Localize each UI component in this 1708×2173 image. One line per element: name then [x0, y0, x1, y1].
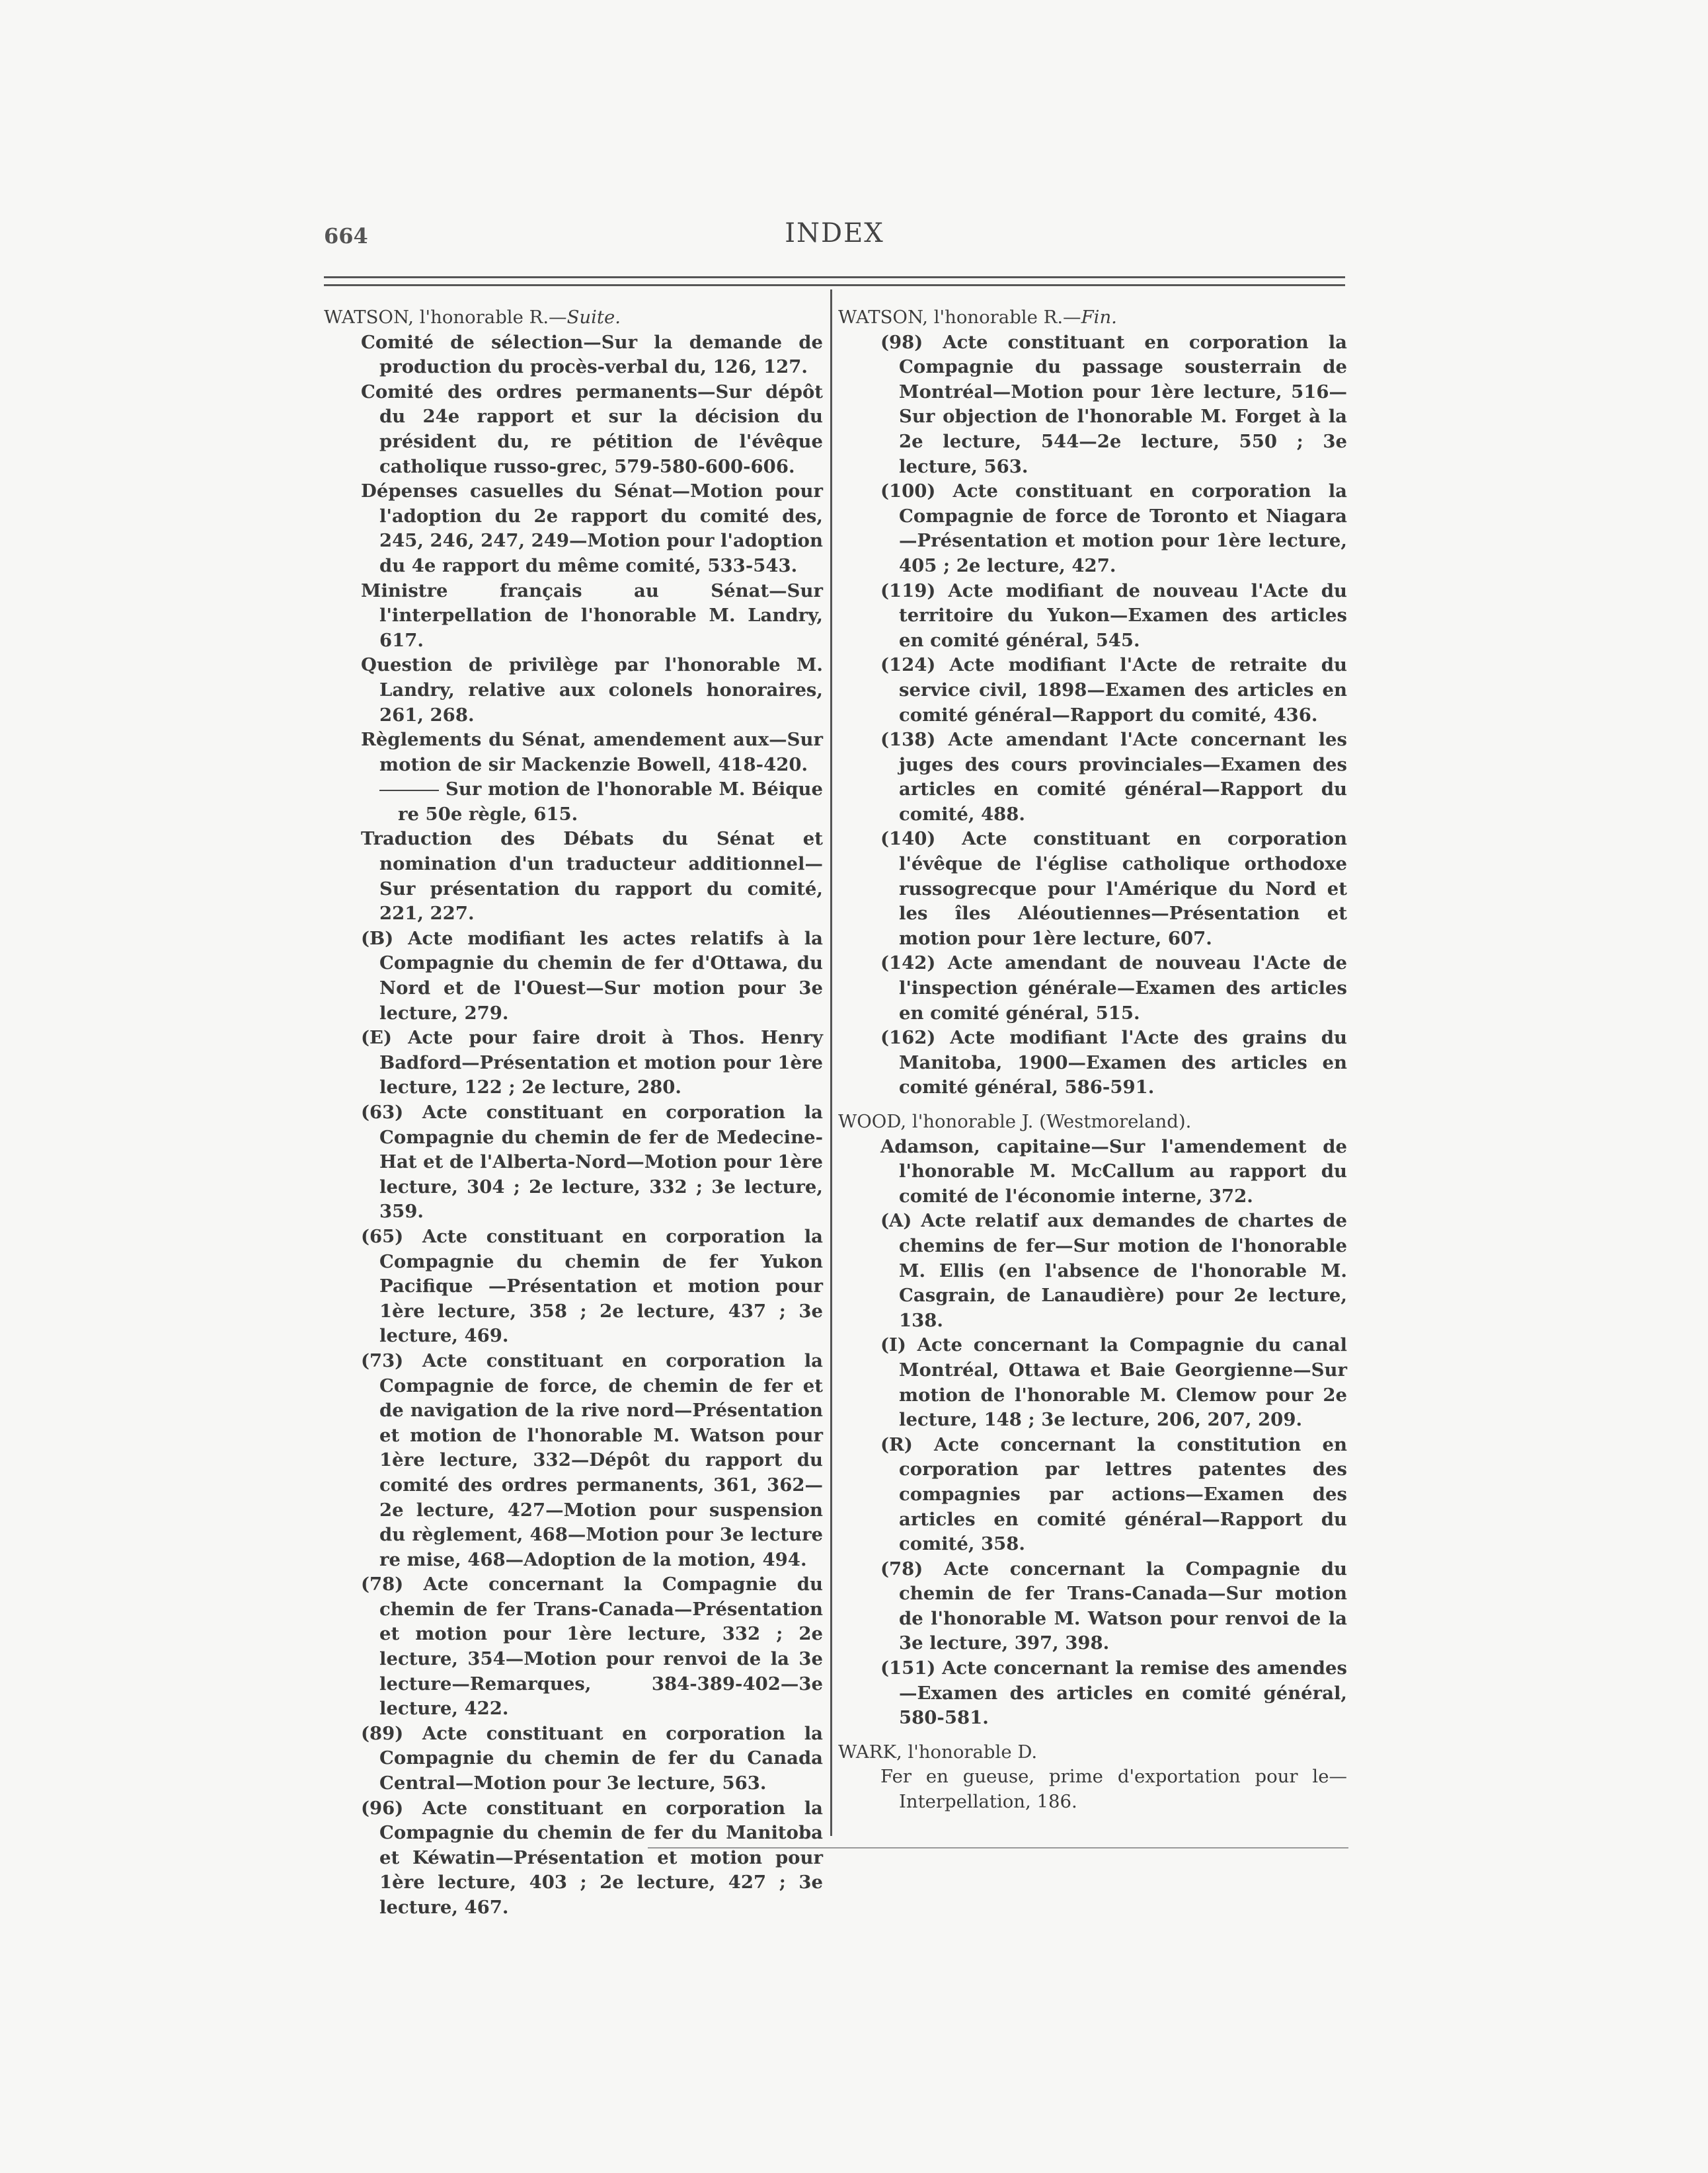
index-entry: (96) Acte constituant en corporation la Compagnie du chemin de fer du Manitoba et Kéwatin—Présentation et motion pour 1ère lecture, 403 ; 2e lecture, 427 ; 3e lecture, 467. [361, 1797, 823, 1918]
entry-heading: WARK, l'honorable D. [838, 1741, 1038, 1763]
index-entry: Fer en gueuse, prime d'exportation pour le—Interpellation, 186. [880, 1766, 1347, 1813]
index-entry: (98) Acte constituant en corporation la Compagnie du passage sousterrain de Montréal—Motion pour 1ère lecture, 516—Sur objection de l'honorable M. Forget à la 2e lecture, 544—2e lecture, 550 ; 3e lecture, 563. [880, 331, 1347, 477]
index-entry: (162) Acte modifiant l'Acte des grains du Manitoba, 1900—Examen des articles en comité général, 586-591. [880, 1027, 1347, 1098]
spacer [838, 1100, 1347, 1110]
index-entry: (E) Acte pour faire droit à Thos. Henry Badford—Présentation et motion pour 1ère lecture, 122 ; 2e lecture, 280. [361, 1027, 823, 1098]
index-entry: (142) Acte amendant de nouveau l'Acte de l'inspection générale—Examen des articles en comité général, 515. [880, 952, 1347, 1024]
right-column [838, 305, 1347, 1815]
header-rule-top [324, 276, 1345, 278]
bottom-rule [648, 1847, 1348, 1849]
index-entry: (65) Acte constituant en corporation la Compagnie du chemin de fer Yukon Pacifique —Présentation et motion pour 1ère lecture, 358 ; 2e lecture, 437 ; 3e lecture, 469. [361, 1225, 823, 1347]
index-entry: (78) Acte concernant la Compagnie du chemin de fer Trans-Canada—Sur motion de l'honorable M. Watson pour renvoi de la 3e lecture, 397, 398. [880, 1558, 1347, 1654]
index-entry: Comité de sélection—Sur la demande de production du procès-verbal du, 126, 127. [361, 331, 823, 378]
index-subentry: Sur motion de l'honorable M. Béique re 50e règle, 615. [379, 777, 823, 827]
index-entry: Ministre français au Sénat—Sur l'interpellation de l'honorable M. Landry, 617. [361, 580, 823, 651]
page-number: 664 [324, 223, 368, 248]
index-entry: Traduction des Débats du Sénat et nomination d'un traducteur additionnel—Sur présentation du rapport du comité, 221, 227. [361, 828, 823, 925]
header-rule-bottom [324, 284, 1345, 286]
entry-heading: WOOD, l'honorable J. (Westmoreland). [838, 1111, 1192, 1132]
index-entry: (63) Acte constituant en corporation la Compagnie du chemin de fer de Medecine-Hat et de l'Alberta-Nord—Motion pour 1ère lecture, 304 ; 2e lecture, 332 ; 3e lecture, 359. [361, 1102, 823, 1223]
index-entry: (73) Acte constituant en corporation la Compagnie de force, de chemin de fer et de navigation de la rive nord—Présentation et motion de l'honorable M. Watson pour 1ère lecture, 332—Dépôt du rapport du comité des ordres permanents, 361, 362—2e lecture, 427—Motion pour suspension du règlement, 468—Motion pour 3e lecture re mise, 468—Adoption de la motion, 494. [361, 1350, 823, 1570]
entry-heading: WATSON, l'honorable R.—Suite. [324, 307, 621, 328]
index-entry: Comité des ordres permanents—Sur dépôt du 24e rapport et sur la décision du président du, re pétition de l'évêque catholique russo-grec, 579-580-600-606. [361, 381, 823, 477]
index-entry: (89) Acte constituant en corporation la Compagnie du chemin de fer du Canada Central—Motion pour 3e lecture, 563. [361, 1722, 823, 1794]
left-column [324, 305, 823, 1921]
index-entry: Dépenses casuelles du Sénat—Motion pour l'adoption du 2e rapport du comité des, 245, 246, 247, 249—Motion pour l'adoption du 4e rapport du même comité, 533-543. [361, 480, 823, 576]
index-entry: Question de privilège par l'honorable M. Landry, relative aux colonels honoraires, 261, 268. [361, 654, 823, 726]
index-entry: (78) Acte concernant la Compagnie du chemin de fer Trans-Canada—Présentation et motion pour 1ère lecture, 332 ; 2e lecture, 354—Motion pour renvoi de la 3e lecture—Remarques, 384-389-402—3e lecture, 422. [361, 1574, 823, 1720]
index-entry: Règlements du Sénat, amendement aux—Sur motion de sir Mackenzie Bowell, 418-420. [361, 729, 823, 775]
index-entry: (I) Acte concernant la Compagnie du canal Montréal, Ottawa et Baie Georgienne—Sur motion de l'honorable M. Clemow pour 2e lecture, 148 ; 3e lecture, 206, 207, 209. [880, 1334, 1347, 1431]
index-entry: (151) Acte concernant la remise des amendes—Examen des articles en comité général, 580-581. [880, 1658, 1347, 1729]
page-header [324, 218, 1345, 258]
index-entry: (100) Acte constituant en corporation la Compagnie de force de Toronto et Niagara—Présentation et motion pour 1ère lecture, 405 ; 2e lecture, 427. [880, 480, 1347, 576]
index-entry: (138) Acte amendant l'Acte concernant les juges des cours provinciales—Examen des articles en comité général—Rapport du comité, 488. [880, 729, 1347, 825]
index-entry: (140) Acte constituant en corporation l'évêque de l'église catholique orthodoxe russogrecque pour l'Amérique du Nord et les îles Aléoutiennes—Présentation et motion pour 1ère lecture, 607. [880, 828, 1347, 949]
index-entry: (A) Acte relatif aux demandes de chartes de chemins de fer—Sur motion de l'honorable M. Ellis (en l'absence de l'honorable M. Casgrain, de Lanaudière) pour 2e lecture, 138. [880, 1210, 1347, 1331]
spacer [838, 1731, 1347, 1740]
running-title: INDEX [785, 218, 884, 248]
column-divider [830, 289, 832, 1836]
index-entry: (124) Acte modifiant l'Acte de retraite du service civil, 1898—Examen des articles en comité général—Rapport du comité, 436. [880, 654, 1347, 726]
index-entry: (119) Acte modifiant de nouveau l'Acte du territoire du Yukon—Examen des articles en comité général, 545. [880, 580, 1347, 651]
index-entry: (R) Acte concernant la constitution en corporation par lettres patentes des compagnies par actions—Examen des articles en comité général—Rapport du comité, 358. [880, 1433, 1347, 1555]
index-entry: Adamson, capitaine—Sur l'amendement de l'honorable M. McCallum au rapport du comité de l'économie interne, 372. [880, 1135, 1347, 1207]
ditto-dash [379, 790, 439, 791]
index-entry: (B) Acte modifiant les actes relatifs à la Compagnie du chemin de fer d'Ottawa, du Nord et de l'Ouest—Sur motion pour 3e lecture, 279. [361, 927, 823, 1024]
entry-heading: WATSON, l'honorable R.—Fin. [838, 307, 1117, 328]
